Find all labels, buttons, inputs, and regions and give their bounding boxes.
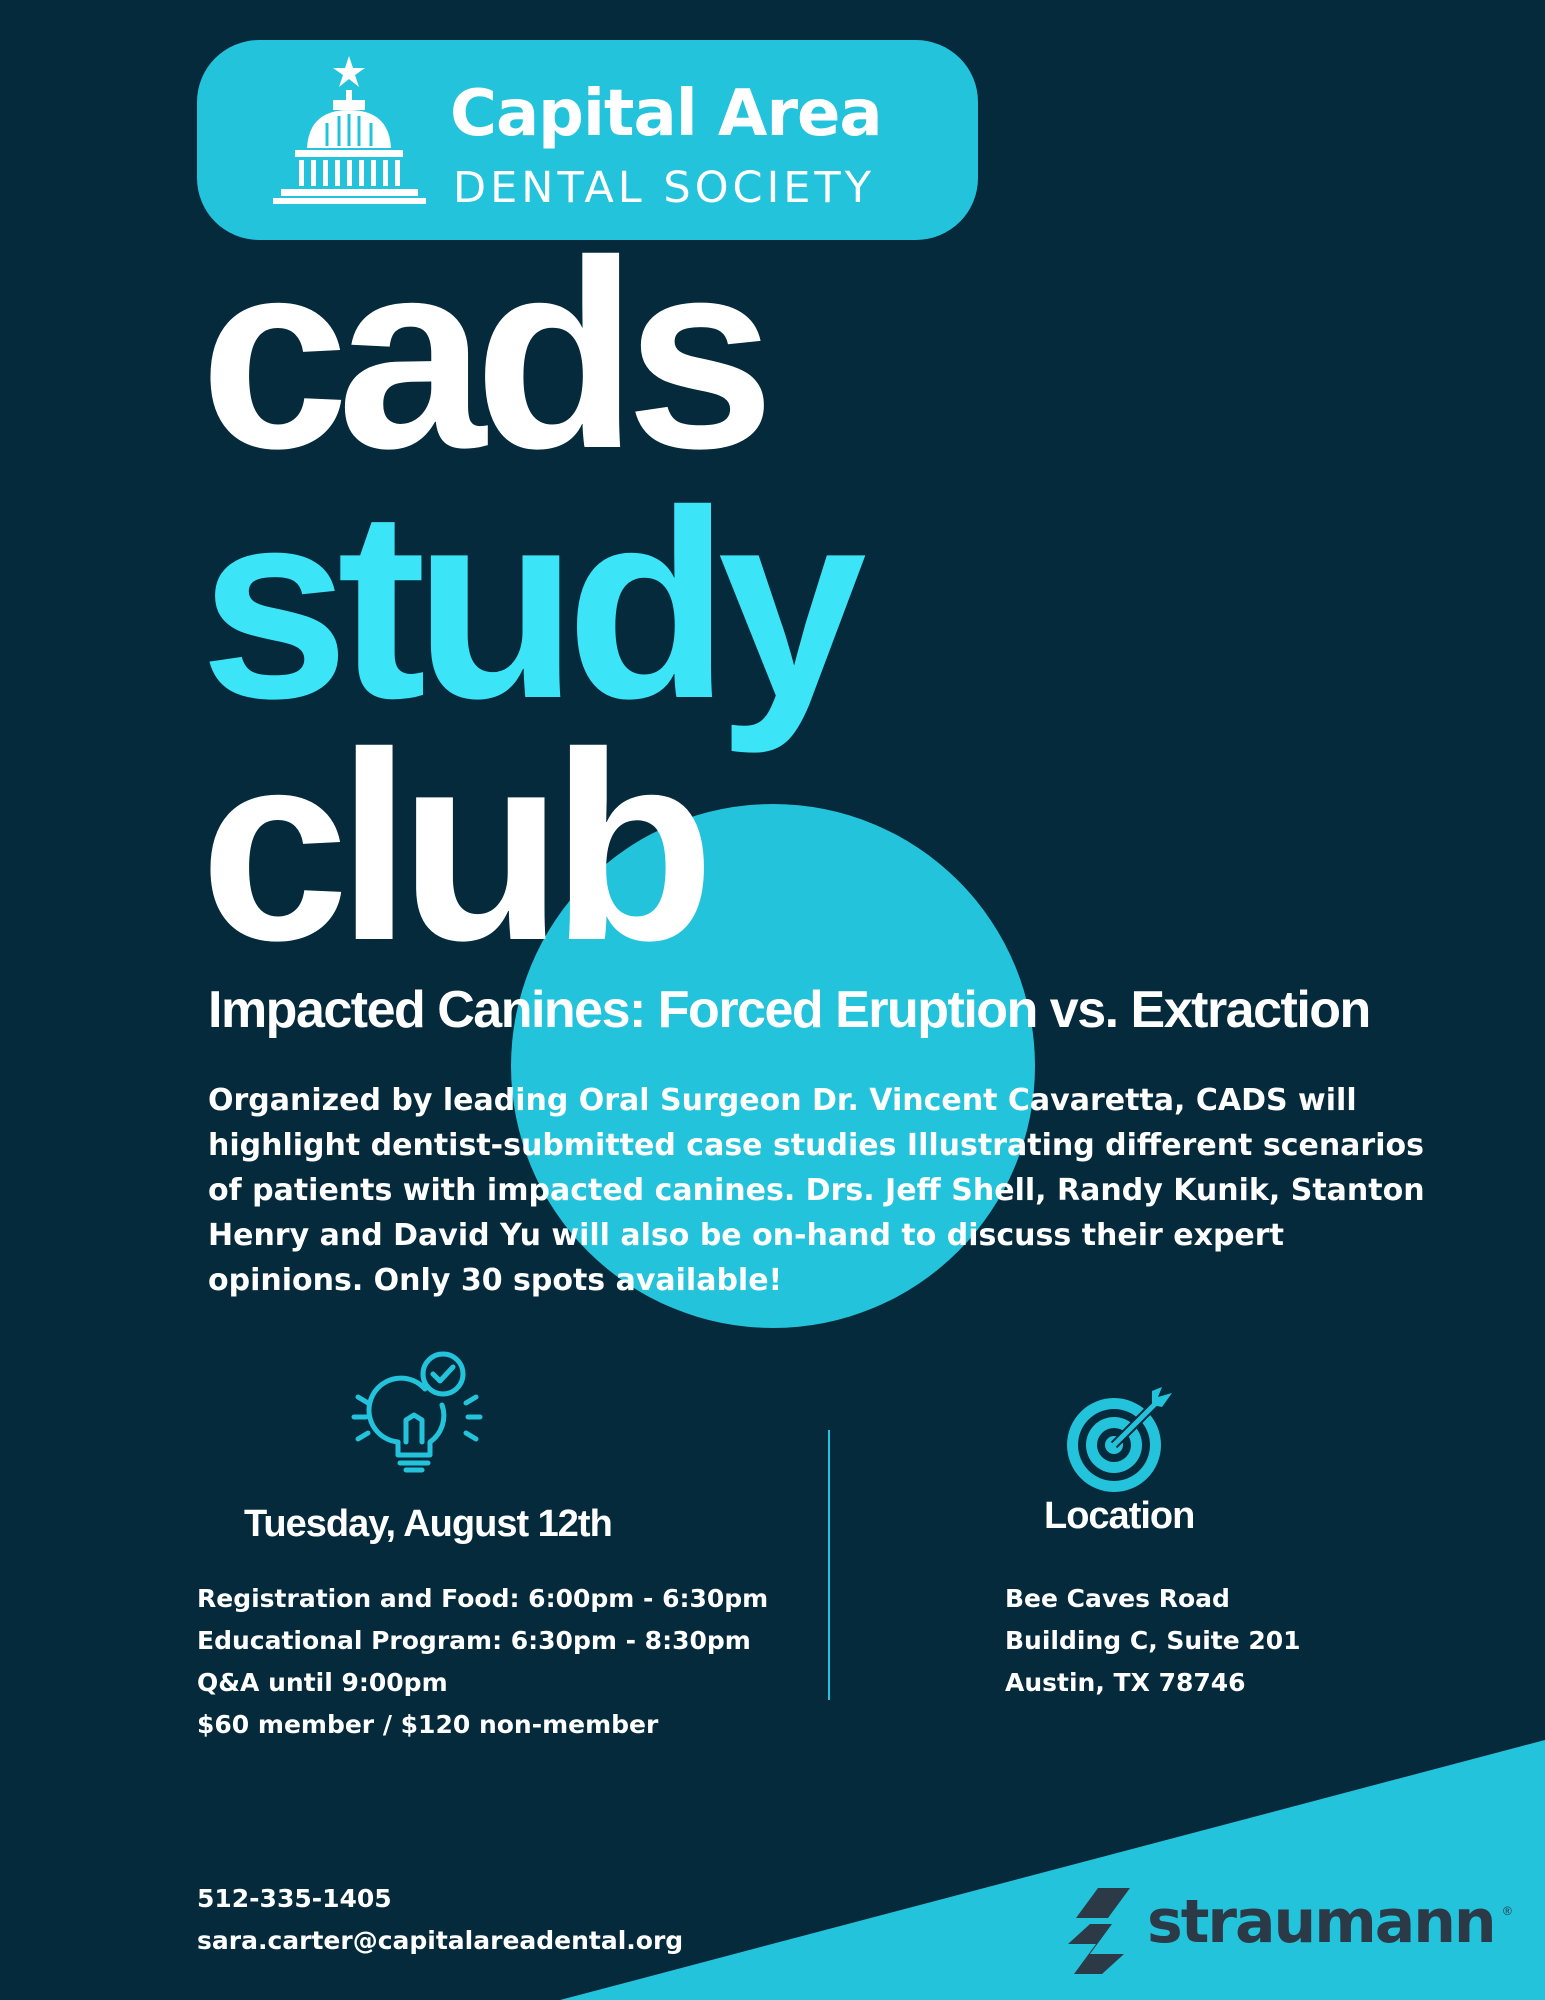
address-line: Austin, TX 78746 xyxy=(1005,1668,1246,1697)
description-line: of patients with impacted canines. Drs. Jeff Shell, Randy Kunik, Stanton xyxy=(208,1173,1425,1208)
contact-email[interactable]: sara.carter@capitalareadental.org xyxy=(197,1926,684,1955)
description-line: opinions. Only 30 spots available! xyxy=(208,1263,783,1298)
event-subtitle: Impacted Canines: Forced Eruption vs. Extraction xyxy=(208,981,1370,1039)
detail-line: $60 member / $120 non-member xyxy=(197,1710,659,1739)
registered-mark: ® xyxy=(1503,1904,1512,1918)
contact-info xyxy=(197,1878,683,1962)
logo-name-line1: Capital Area xyxy=(450,77,882,151)
column-divider xyxy=(828,1430,830,1700)
straumann-logo-icon xyxy=(1068,1884,1136,1976)
logo-name-line2: DENTAL SOCIETY xyxy=(453,163,875,213)
detail-line: Registration and Food: 6:00pm - 6:30pm xyxy=(197,1584,769,1613)
address-line: Bee Caves Road xyxy=(1005,1584,1230,1613)
title-word-cads: cads xyxy=(200,204,763,504)
address-line: Building C, Suite 201 xyxy=(1005,1626,1301,1655)
sponsor-logo-text: straumann xyxy=(1147,1887,1495,1957)
title-word-club: club xyxy=(200,696,703,996)
capitol-dome-icon xyxy=(267,48,432,208)
title-word-study: study xyxy=(200,454,855,754)
location-heading: Location xyxy=(1044,1495,1195,1537)
target-icon xyxy=(1062,1383,1177,1498)
detail-line: Educational Program: 6:30pm - 8:30pm xyxy=(197,1626,751,1655)
description-line: highlight dentist-submitted case studies Illustrating different scenarios xyxy=(208,1128,1424,1163)
lightbulb-check-icon xyxy=(350,1345,485,1480)
contact-phone[interactable]: 512-335-1405 xyxy=(197,1884,392,1913)
detail-line: Q&A until 9:00pm xyxy=(197,1668,448,1697)
description-line: Organized by leading Oral Surgeon Dr. Vincent Cavaretta, CADS will xyxy=(208,1083,1357,1118)
location-address xyxy=(1005,1578,1301,1704)
event-description xyxy=(208,1078,1508,1303)
description-line: Henry and David Yu will also be on-hand to discuss their expert xyxy=(208,1218,1284,1253)
event-date: Tuesday, August 12th xyxy=(244,1503,612,1545)
event-details xyxy=(197,1578,768,1746)
